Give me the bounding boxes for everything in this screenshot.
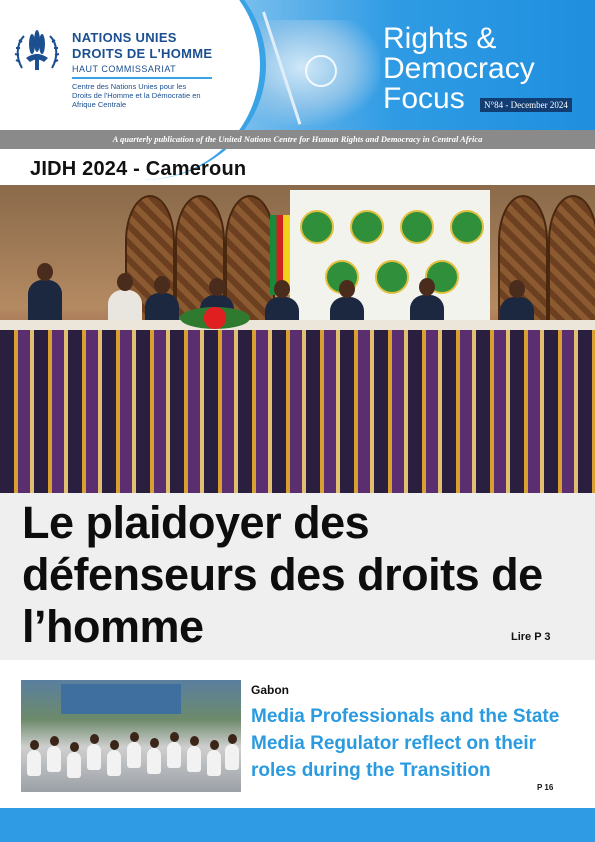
secondary-kicker: Gabon: [251, 683, 289, 697]
title-line-1: Rights &: [383, 22, 497, 55]
secondary-page-ref: P 16: [537, 783, 554, 792]
flower-arrangement: [180, 307, 250, 329]
un-wreath-emblem-icon: [14, 28, 60, 78]
seal-icon: [400, 210, 434, 244]
org-description: Centre des Nations Unies pour les Droits de l'Homme et la Démocratie en Afrique Centrale: [72, 82, 201, 109]
person-head: [50, 736, 59, 746]
secondary-photo: [21, 680, 241, 792]
person: [107, 750, 121, 776]
secondary-headline[interactable]: Media Professionals and the State Media Regulator reflect on their roles during the Transition: [251, 706, 560, 781]
person-head: [30, 740, 39, 750]
person-head: [150, 738, 159, 748]
person-head: [419, 278, 435, 296]
person-head: [509, 280, 525, 298]
org-name-line1: NATIONS UNIES: [72, 30, 177, 45]
logo-divider: [72, 77, 212, 79]
person-head: [274, 280, 290, 298]
person-head: [209, 278, 225, 296]
person-head: [110, 740, 119, 750]
person: [187, 746, 201, 772]
seal-icon: [350, 210, 384, 244]
issue-number-badge: N°84 - December 2024: [480, 98, 572, 112]
person-head: [210, 740, 219, 750]
person-head: [339, 280, 355, 298]
person-head: [117, 273, 133, 291]
title-line-2: Democracy: [383, 52, 535, 85]
person: [167, 742, 181, 768]
event-backdrop: [290, 190, 490, 330]
person-head: [37, 263, 53, 281]
person: [87, 744, 101, 770]
person-head: [70, 742, 79, 752]
person: [225, 744, 239, 770]
person-head: [90, 734, 99, 744]
person-head: [170, 732, 179, 742]
org-name-line3: HAUT COMMISSARIAT: [72, 64, 177, 74]
lead-headline: Le plaidoyer des défenseurs des droits de l’homme: [22, 497, 543, 652]
seminar-banner: [61, 684, 181, 714]
person: [127, 742, 141, 768]
un-flag-emblem-icon: [305, 55, 337, 87]
footer-bar: [0, 808, 595, 842]
read-more-link[interactable]: Lire P 3: [511, 631, 551, 643]
person: [27, 750, 41, 776]
person: [47, 746, 61, 772]
person: [67, 752, 81, 778]
person-head: [228, 734, 237, 744]
title-line-3: Focus: [383, 82, 465, 115]
org-name-line2: DROITS DE L'HOMME: [72, 46, 213, 61]
seal-icon: [450, 210, 484, 244]
tagline: A quarterly publication of the United Nations Centre for Human Rights and Democracy in Central Africa: [0, 130, 595, 149]
person: [147, 748, 161, 774]
lead-photo: [0, 185, 595, 493]
person-head: [130, 732, 139, 742]
seal-icon: [300, 210, 334, 244]
table-cloth: [0, 330, 595, 493]
seal-icon: [375, 260, 409, 294]
person-head: [190, 736, 199, 746]
person: [207, 750, 221, 776]
lead-kicker: JIDH 2024 - Cameroun: [30, 158, 247, 180]
person-head: [154, 276, 170, 294]
